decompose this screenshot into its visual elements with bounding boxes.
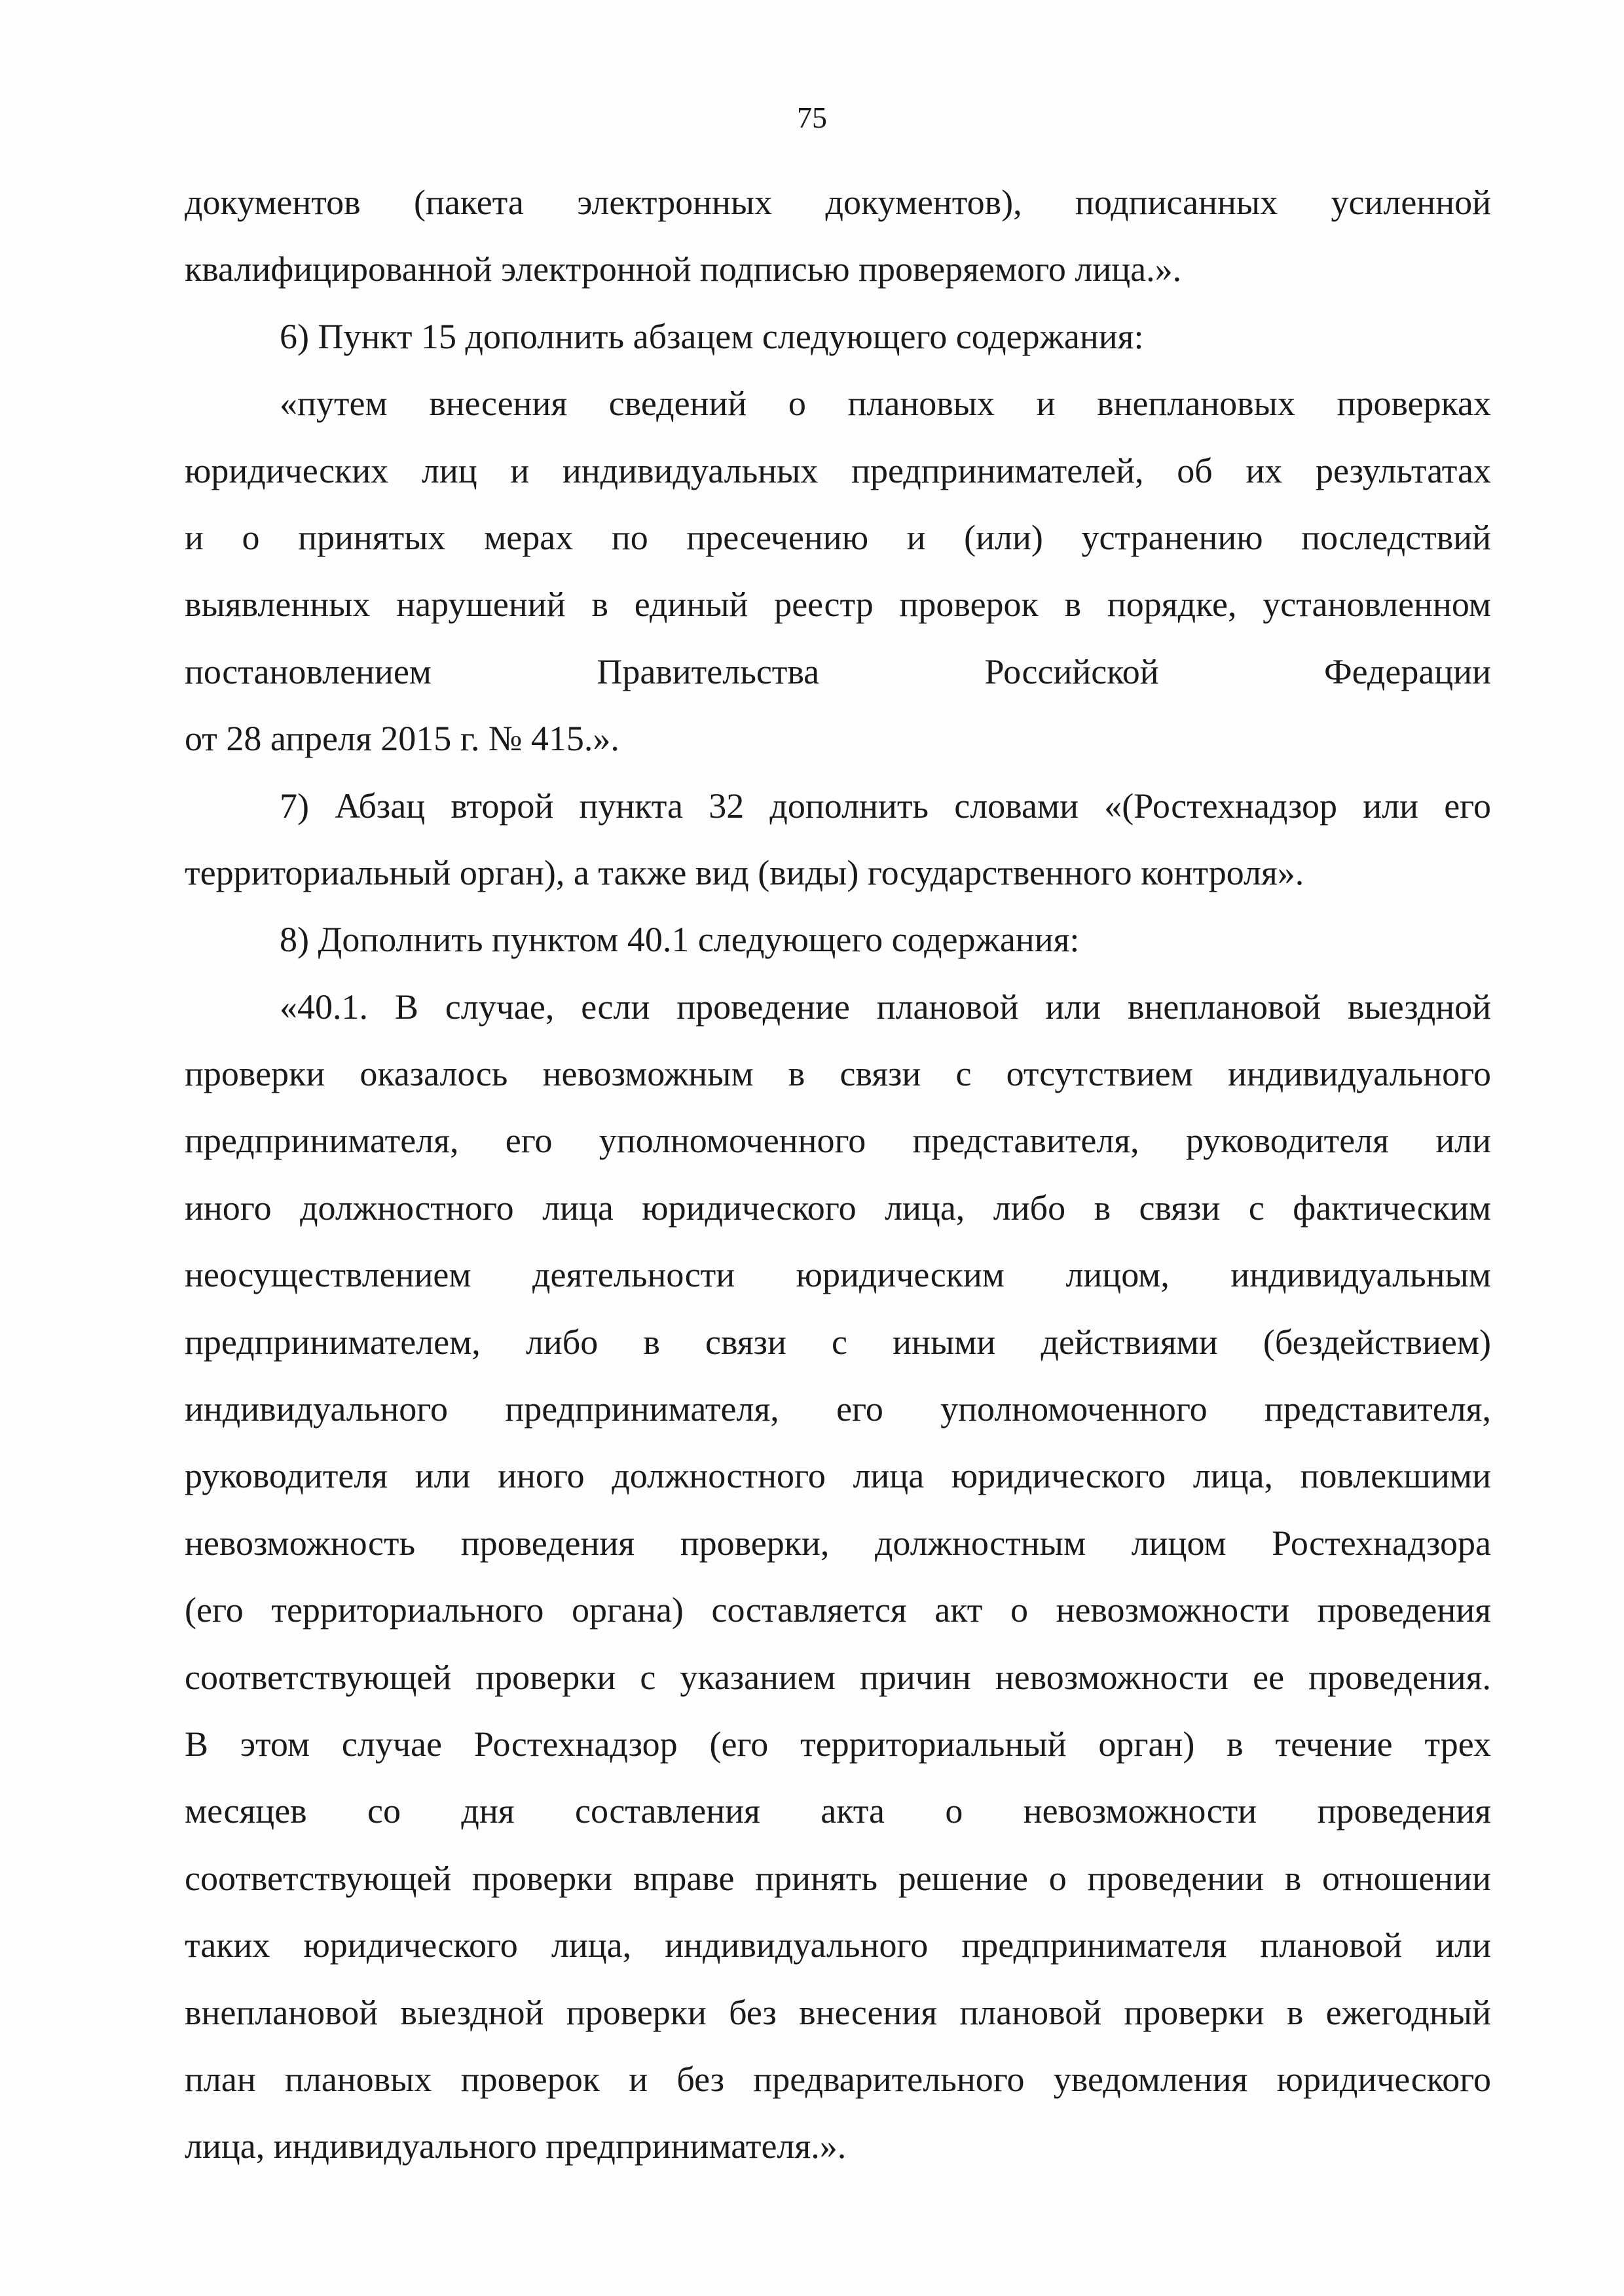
text-line: таких юридического лица, индивидуального предпринимателя плановой или <box>185 1925 1491 1965</box>
paragraph-heading-8: 8) Дополнить пунктом 40.1 следующего содержания: <box>280 920 1080 960</box>
text-line: юридических лиц и индивидуальных предпринимателей, об их результатах <box>185 450 1491 490</box>
text-line: «путем внесения сведений о плановых и внеплановых проверках <box>280 384 1491 424</box>
text-line: и о принятых мерах по пресечению и (или) устранению последствий <box>185 517 1491 557</box>
text-line: территориальный орган), а также вид (виды) государственного контроля». <box>185 852 1304 892</box>
page-number: 75 <box>797 101 827 134</box>
text-line: лица, индивидуального предпринимателя.». <box>185 2126 847 2166</box>
text-line: иного должностного лица юридического лица, либо в связи с фактическим <box>185 1188 1491 1228</box>
text-line: выявленных нарушений в единый реестр проверок в порядке, установленном <box>185 585 1491 625</box>
text-line: документов (пакета электронных документов), подписанных усиленной <box>185 183 1491 222</box>
text-line: месяцев со дня составления акта о невозможности проведения <box>185 1791 1491 1831</box>
text-line: В этом случае Ростехнадзор (его территориальный орган) в течение трех <box>185 1724 1491 1764</box>
text-line: (его территориального органа) составляется акт о невозможности проведения <box>185 1590 1491 1630</box>
text-line: неосуществлением деятельности юридическим лицом, индивидуальным <box>185 1255 1491 1295</box>
text-line: предпринимателя, его уполномоченного представителя, руководителя или <box>185 1121 1491 1161</box>
document-body <box>185 169 1491 2180</box>
text-line: план плановых проверок и без предварительного уведомления юридического <box>185 2059 1491 2099</box>
text-line: невозможность проведения проверки, должностным лицом Ростехнадзора <box>185 1523 1491 1563</box>
text-line: квалифицированной электронной подписью проверяемого лица.». <box>185 249 1182 289</box>
text-line: руководителя или иного должностного лица юридического лица, повлекшими <box>185 1456 1491 1496</box>
text-line: индивидуального предпринимателя, его уполномоченного представителя, <box>185 1389 1491 1429</box>
text-line: постановлением Правительства Российской Федерации <box>185 651 1491 691</box>
text-line: соответствующей проверки вправе принять решение о проведении в отношении <box>185 1858 1491 1898</box>
text-line: «40.1. В случае, если проведение плановой или внеплановой выездной <box>280 987 1491 1027</box>
text-line: от 28 апреля 2015 г. № 415.». <box>185 719 619 759</box>
text-line: проверки оказалось невозможным в связи с отсутствием индивидуального <box>185 1054 1491 1094</box>
paragraph-heading-6: 6) Пункт 15 дополнить абзацем следующего содержания: <box>280 316 1144 356</box>
text-line: предпринимателем, либо в связи с иными действиями (бездействием) <box>185 1322 1491 1362</box>
text-line: соответствующей проверки с указанием причин невозможности ее проведения. <box>185 1657 1491 1697</box>
paragraph-heading-7: 7) Абзац второй пункта 32 дополнить словами «(Ростехнадзор или его <box>280 786 1491 826</box>
text-line: внеплановой выездной проверки без внесения плановой проверки в ежегодный <box>185 1992 1491 2032</box>
